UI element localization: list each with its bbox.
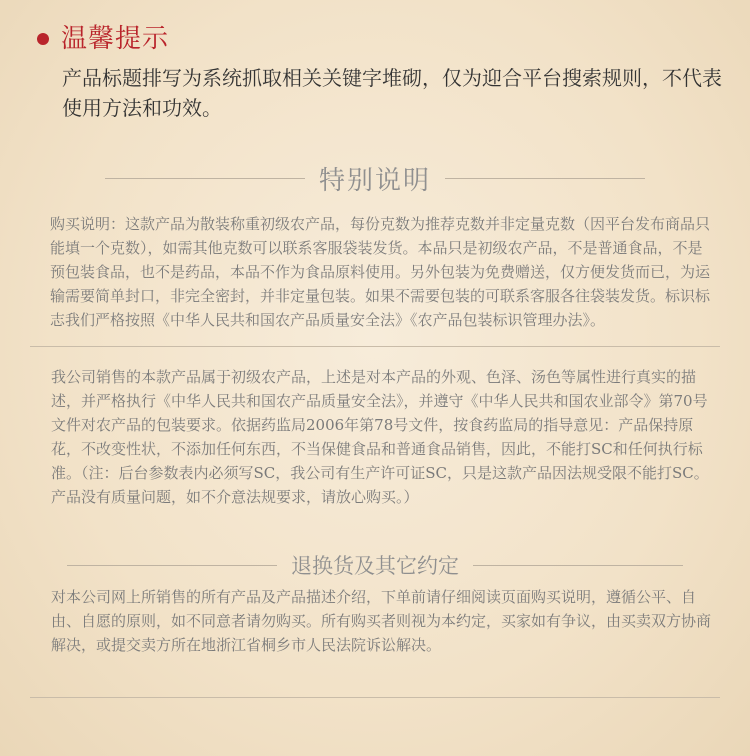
- purchase-notes-paragraph: 购买说明：这款产品为散装称重初级农产品，每份克数为推荐克数并非定量克数（因平台发布商品只能填一个克数），如需其他克数可以联系客服袋装发货。本品只是初级农产品，不是普通食品，不是预包装食品，也不是药品，本品不作为食品原料使用。另外包装为免费赠送，仅方便发货而已，为运输需要简单封口，非完全密封，并非定量包装。如果不需要包装的可联系客服各往袋装发货。标识标志我们严格按照《中华人民共和国农产品质量安全法》《农产品包装标识管理办法》。: [50, 215, 711, 329]
- special-section-title: 特别说明: [318, 166, 431, 196]
- section-divider: [30, 346, 720, 347]
- notice-body: 产品标题排写为系统抓取相关关键字堆砌，仅为迎合平台搜索规则，不代表使用方法和功效。: [62, 66, 722, 120]
- divider-line-right: [445, 178, 645, 179]
- divider-line-left: [105, 178, 305, 179]
- returns-paragraph: 对本公司网上所销售的所有产品及产品描述介绍，下单前请仔细阅读页面购买说明，遵循公平、自由、自愿的原则，如不同意者请勿购买。所有购买者则视为本约定，买家如有争议，由买卖双方协商解决，或提交卖方所在地浙江省桐乡市人民法院诉讼解决。: [51, 588, 712, 654]
- returns-section-header: [0, 550, 750, 580]
- notice-title: 温馨提示: [61, 24, 170, 54]
- divider-line-left: [67, 565, 277, 566]
- compliance-paragraph: 我公司销售的本款产品属于初级农产品，上述是对本产品的外观、色泽、汤色等属性进行真实的描述，并严格执行《中华人民共和国农产品质量安全法》，并遵守《中华人民共和国农业部令》第70号文件对农产品的包装要求。依据药监局2006年第78号文件，按食药监局的指导意见：产品保持原花，不改变性状，不添加任何东西，不当保健食品和普通食品销售，因此，不能打SC和任何执行标准。（注：后台参数表内必须写SC，我公司有生产许可证SC，只是这款产品因法规受限不能打SC。产品没有质量问题，如不介意法规要求，请放心购买。）: [51, 368, 709, 506]
- bottom-divider: [30, 697, 720, 698]
- special-section-header: [0, 160, 750, 197]
- divider-line-right: [473, 565, 683, 566]
- returns-section-title: 退换货及其它约定: [291, 554, 459, 578]
- bullet-dot-icon: [37, 33, 49, 45]
